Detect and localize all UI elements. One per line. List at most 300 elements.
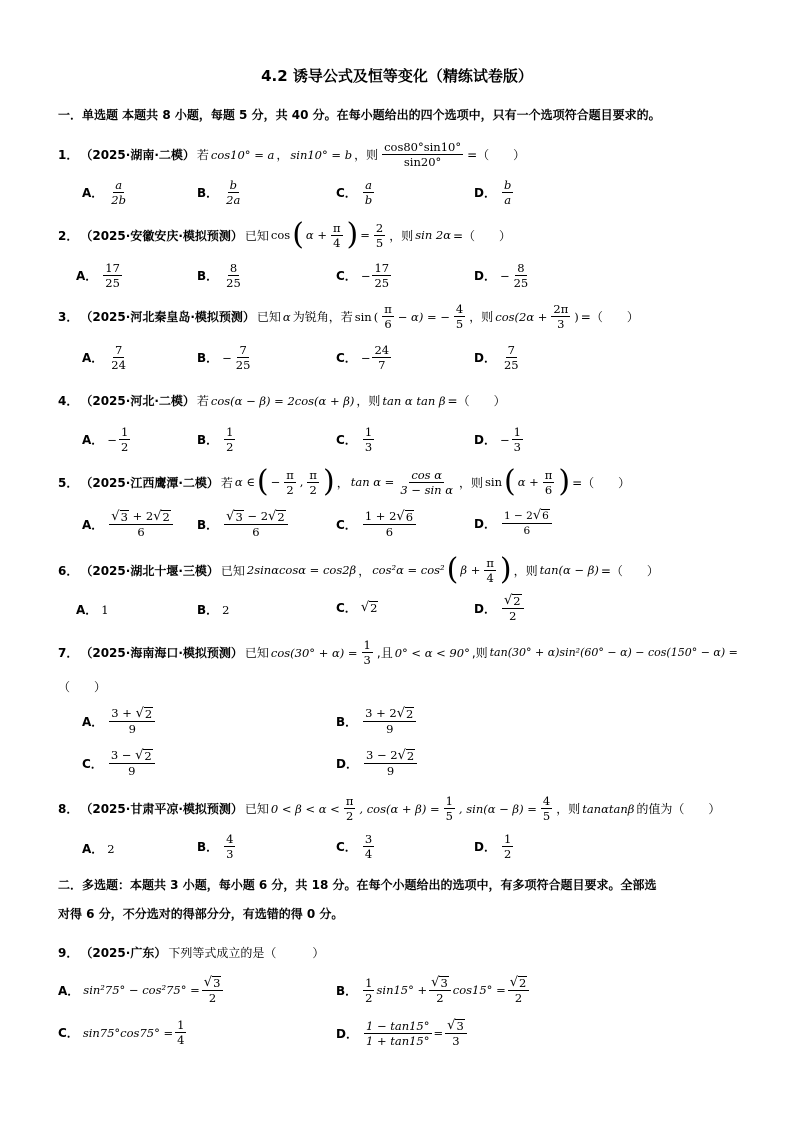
section-multiple-choice-header xyxy=(58,877,748,923)
math: 2sinαcosα = cos2β xyxy=(246,563,357,577)
numerator: cos α xyxy=(411,467,442,482)
numerator: 4 xyxy=(455,302,464,316)
denominator: 6 xyxy=(385,525,394,539)
option-letter: A． xyxy=(82,433,104,447)
numerator: 1 xyxy=(120,425,129,439)
numerator xyxy=(364,748,417,764)
numerator xyxy=(502,509,552,524)
radicand: 2 xyxy=(277,510,285,524)
denominator: b xyxy=(364,193,373,207)
denominator: 2 xyxy=(309,482,317,497)
option-letter: C． xyxy=(336,433,357,447)
paren: ) xyxy=(322,464,335,499)
fraction xyxy=(175,1018,186,1047)
denominator: 9 xyxy=(128,764,136,778)
paren: ( xyxy=(504,464,516,499)
math: − xyxy=(270,475,281,489)
sign: − xyxy=(222,350,232,365)
question-5-options xyxy=(0,509,794,545)
radicand: 2 xyxy=(162,510,170,524)
option-letter: C． xyxy=(336,601,357,615)
question-9 xyxy=(58,944,324,961)
denominator: 5 xyxy=(375,235,384,250)
text: 为锐角，若 xyxy=(292,310,353,324)
numerator xyxy=(363,706,416,722)
option-letter: C． xyxy=(336,351,357,365)
question-6 xyxy=(58,552,659,587)
option-letter: B． xyxy=(197,186,219,200)
option-d xyxy=(474,261,532,290)
option-letter: B． xyxy=(336,983,358,998)
option-c xyxy=(336,832,376,861)
denominator: 6 xyxy=(252,525,260,539)
math: tanαtanβ xyxy=(582,801,635,816)
denominator: 3 xyxy=(364,440,373,454)
term: − 2 xyxy=(243,509,269,523)
text: ，则 xyxy=(389,228,414,243)
option-d xyxy=(474,425,525,454)
sign: − xyxy=(107,432,117,447)
question-6-options xyxy=(0,593,794,627)
option-letter: A． xyxy=(82,351,104,365)
math: sin xyxy=(354,309,372,324)
denominator: 9 xyxy=(386,722,394,736)
value: 1 xyxy=(101,602,109,617)
math: ) xyxy=(574,309,579,324)
question-source: （2025·湖南·二模） xyxy=(80,148,195,162)
question-source: （2025·安徽安庆·模拟预测） xyxy=(80,228,243,243)
numerator: 24 xyxy=(374,343,390,357)
text: 若 xyxy=(196,394,209,408)
option-letter: D． xyxy=(474,269,496,283)
numerator xyxy=(109,706,155,722)
option-d xyxy=(474,343,523,372)
numerator: 8 xyxy=(229,261,238,275)
sign: − xyxy=(360,268,371,283)
sqrt: √ 3 xyxy=(111,509,128,524)
text: ， xyxy=(276,148,289,162)
sqrt: √ 2 xyxy=(397,748,415,763)
fraction xyxy=(307,468,319,497)
text: 若 xyxy=(220,475,233,490)
option-a xyxy=(82,178,130,207)
denominator: 2 xyxy=(436,991,444,1005)
denominator: 3 xyxy=(452,1034,460,1048)
sqrt: √ 2 xyxy=(135,706,153,721)
denominator: 4 xyxy=(177,1033,185,1047)
fraction xyxy=(551,302,570,331)
denominator: 2 xyxy=(120,440,129,454)
numerator: 2π xyxy=(553,302,569,316)
fraction xyxy=(429,975,451,1005)
math: sin75°cos75° = xyxy=(82,1025,174,1040)
question-number: 6． xyxy=(58,563,79,578)
question-source: （2025·海南海口·模拟预测） xyxy=(80,646,243,660)
option-letter: B． xyxy=(197,269,219,283)
sign: − xyxy=(499,268,510,283)
text: 若 xyxy=(196,148,209,162)
question-8 xyxy=(58,794,720,823)
fraction xyxy=(224,425,235,454)
denominator: 2 xyxy=(286,482,294,497)
question-3-options xyxy=(0,343,794,377)
numerator xyxy=(429,975,451,991)
question-number: 7． xyxy=(58,646,79,660)
option-letter: C． xyxy=(336,517,357,532)
option-d xyxy=(336,748,419,778)
denominator: 25 xyxy=(503,358,519,372)
numerator xyxy=(508,975,530,991)
question-4-options xyxy=(0,425,794,459)
numerator: π xyxy=(384,302,392,316)
fraction xyxy=(512,261,531,290)
numerator: 8 xyxy=(517,261,525,275)
fraction xyxy=(502,832,513,861)
sqrt: √ 2 xyxy=(268,509,285,524)
fraction xyxy=(363,425,374,454)
numerator: a xyxy=(365,178,372,192)
numerator: 1 xyxy=(177,1018,185,1032)
fraction xyxy=(363,706,416,736)
denominator: 2 xyxy=(365,990,373,1005)
option-letter: D． xyxy=(474,433,496,447)
paren: ) xyxy=(499,552,512,587)
fraction xyxy=(374,221,385,250)
fraction xyxy=(363,832,374,861)
numerator xyxy=(109,748,155,764)
question-7 xyxy=(58,638,738,667)
option-letter: C． xyxy=(336,269,357,283)
fraction xyxy=(372,343,391,372)
numerator: 7 xyxy=(507,343,515,357)
math: 0 < β < α < xyxy=(270,801,340,816)
fraction xyxy=(224,178,242,207)
question-number: 4． xyxy=(58,394,79,408)
text: ， xyxy=(358,563,371,578)
section-single-choice-header: 一．单选题 本题共 8 小题，每题 5 分，共 40 分。在每小题给出的四个选项中，只有一个选项符合题目要求的。 xyxy=(58,108,661,122)
math: β + xyxy=(460,563,481,577)
question-number: 9． xyxy=(58,946,79,960)
option-a xyxy=(82,425,132,454)
text: ，则 xyxy=(354,148,379,162)
math: sin 2α xyxy=(415,228,451,242)
denominator: 3 xyxy=(557,317,565,331)
option-b xyxy=(197,261,245,290)
fraction xyxy=(543,468,555,497)
option-letter: B． xyxy=(197,517,219,532)
denominator: 6 xyxy=(137,525,145,539)
denominator: 25 xyxy=(226,276,241,290)
denominator: 2b xyxy=(111,193,126,207)
sign: − xyxy=(499,432,510,447)
denominator: 2 xyxy=(503,847,512,861)
question-1-options xyxy=(0,178,794,212)
sqrt: √ 6 xyxy=(396,509,414,524)
sqrt: √ 2 xyxy=(509,975,527,990)
question-source: （2025·湖北十堰·三模） xyxy=(80,563,219,578)
math: sin²75° − cos²75° = xyxy=(83,983,200,997)
numerator: 2 xyxy=(375,220,384,235)
math: cos(α − β) = 2cos(α + β) xyxy=(210,393,355,408)
numerator: b xyxy=(503,178,512,192)
radicand: 6 xyxy=(542,510,549,522)
denominator: 3 xyxy=(226,847,234,861)
denominator: 2a xyxy=(226,193,241,207)
radicand: 6 xyxy=(405,510,414,524)
radicand: 2 xyxy=(513,594,521,608)
option-a xyxy=(82,343,130,372)
fraction xyxy=(331,221,343,250)
option-b xyxy=(197,601,229,618)
term: 3 − 2 xyxy=(365,748,398,762)
math: 0° < α < 90° xyxy=(394,645,470,660)
paren: ( xyxy=(292,217,304,252)
numerator: 1 xyxy=(513,425,521,439)
condition: sin10° = b xyxy=(290,147,353,162)
option-letter: C． xyxy=(336,840,357,854)
fraction xyxy=(119,425,130,454)
question-8-options xyxy=(0,832,794,866)
option-letter: A． xyxy=(82,842,104,856)
option-b xyxy=(197,178,244,207)
term: 3 + xyxy=(111,706,136,720)
fraction xyxy=(363,178,374,207)
sqrt: √ 6 xyxy=(532,508,549,523)
condition: cos10° = a xyxy=(210,147,275,162)
text: ，则 xyxy=(356,394,381,408)
denominator: 9 xyxy=(386,764,395,778)
option-b xyxy=(197,425,237,454)
option-letter: A． xyxy=(82,517,104,532)
denominator: 9 xyxy=(128,722,136,736)
term: 3 + 2 xyxy=(365,706,397,720)
fraction xyxy=(454,302,465,331)
numerator: 7 xyxy=(114,343,123,357)
numerator: 1 xyxy=(503,832,512,846)
question-number: 5． xyxy=(58,475,79,490)
option-letter: A． xyxy=(58,983,80,998)
denominator: 5 xyxy=(455,317,464,331)
option-b xyxy=(336,975,531,1005)
fraction xyxy=(445,1018,467,1048)
denominator: 6 xyxy=(544,482,553,497)
sqrt: √ 2 xyxy=(503,593,521,608)
numerator: 1 xyxy=(226,425,234,439)
paren: ) xyxy=(558,464,571,499)
question-5 xyxy=(58,464,631,499)
radicand: 2 xyxy=(406,749,415,763)
fraction xyxy=(109,343,128,372)
text: 已知 xyxy=(244,646,269,660)
radicand: 2 xyxy=(406,707,414,721)
question-3 xyxy=(58,302,639,331)
denominator: 25 xyxy=(374,276,390,290)
math: tan(30° + α)sin²(60° − α) − cos(150° − α) = xyxy=(489,646,738,659)
text: 已知 xyxy=(244,228,269,243)
fraction xyxy=(362,638,373,667)
fraction xyxy=(103,261,122,290)
option-letter: D． xyxy=(474,840,496,854)
fraction xyxy=(372,261,391,290)
fraction xyxy=(382,302,394,331)
radicand: 2 xyxy=(144,749,152,763)
denominator: 5 xyxy=(542,809,551,823)
denominator: sin20° xyxy=(403,155,442,169)
fraction xyxy=(109,706,155,736)
option-letter: A． xyxy=(76,269,98,283)
option-letter: A． xyxy=(76,603,98,617)
text: ，则 xyxy=(469,310,494,324)
text: ,则 xyxy=(471,646,488,660)
option-letter: A． xyxy=(82,186,104,200)
math: cos(2α + xyxy=(495,309,548,324)
option-letter: C． xyxy=(82,756,103,771)
sqrt: √ 2 xyxy=(153,509,170,524)
fraction xyxy=(109,178,128,207)
text: 的值为（ ） xyxy=(636,802,721,816)
denominator: a xyxy=(504,193,512,207)
numerator: 17 xyxy=(105,261,120,275)
question-number: 8． xyxy=(58,802,79,816)
option-letter: A． xyxy=(82,714,104,729)
question-9-options-row1 xyxy=(0,975,794,1011)
numerator: 1 xyxy=(363,638,371,652)
numerator: cos80°sin10° xyxy=(384,140,462,154)
question-source: （2025·河北·二模） xyxy=(80,394,195,408)
question-number: 3． xyxy=(58,310,79,324)
math: , xyxy=(299,475,304,489)
math: = xyxy=(360,228,370,242)
paren: ) xyxy=(346,217,359,252)
question-7-options-row2 xyxy=(0,748,794,782)
fraction xyxy=(224,261,243,290)
numerator xyxy=(109,509,173,525)
fraction xyxy=(541,794,552,823)
option-c xyxy=(82,748,157,778)
denominator: 25 xyxy=(513,276,529,290)
math: − α) = − xyxy=(397,309,450,324)
math: α + xyxy=(517,475,539,489)
question-7-options-row1 xyxy=(0,706,794,740)
term: 1 − 2 xyxy=(503,510,533,522)
fraction xyxy=(512,425,523,454)
answer-blank: =（ ） xyxy=(600,563,659,578)
text: 下列等式成立的是（ ） xyxy=(168,946,325,960)
text: 已知 xyxy=(220,563,245,578)
option-b xyxy=(197,343,254,372)
numerator: 1 − tan15° xyxy=(365,1018,430,1033)
question-number: 1． xyxy=(58,148,79,162)
math: cos xyxy=(270,228,291,242)
option-letter: B． xyxy=(336,714,358,729)
sqrt: √ 2 xyxy=(396,706,414,721)
option-c xyxy=(336,599,378,616)
numerator: π xyxy=(345,794,354,808)
denominator: 2 xyxy=(345,809,354,823)
question-2 xyxy=(58,217,512,252)
text: 已知 xyxy=(244,802,269,816)
sqrt: √ 3 xyxy=(447,1018,464,1033)
radicand: 3 xyxy=(120,510,128,524)
option-d xyxy=(474,509,554,538)
numerator: a xyxy=(115,178,123,192)
value: 2 xyxy=(107,841,115,856)
fraction xyxy=(364,748,417,778)
option-d xyxy=(474,832,515,861)
option-letter: D． xyxy=(474,601,496,616)
text: ， xyxy=(336,475,349,490)
math: , cos(α + β) = xyxy=(359,801,440,816)
denominator: 3 xyxy=(513,440,521,454)
answer-blank: =（ ） xyxy=(452,228,512,243)
math: cos(30° + α) = xyxy=(270,645,358,660)
option-c xyxy=(336,178,376,207)
numerator: b xyxy=(229,178,237,192)
option-letter: D． xyxy=(474,186,496,200)
math: α ∈ xyxy=(234,475,255,489)
option-b xyxy=(197,509,290,539)
denominator: 6 xyxy=(384,317,392,331)
sqrt: √ 3 xyxy=(203,975,221,990)
answer-blank: =（ ） xyxy=(447,394,506,408)
fraction xyxy=(382,140,463,169)
numerator xyxy=(363,509,416,525)
term: + 2 xyxy=(128,509,154,523)
option-letter: D． xyxy=(474,351,496,365)
denominator: 2 xyxy=(226,440,234,454)
numerator: 4 xyxy=(226,832,234,846)
radicand: 3 xyxy=(456,1019,464,1033)
numerator: 17 xyxy=(374,261,390,275)
fraction xyxy=(502,509,552,538)
radicand: 3 xyxy=(440,976,448,990)
math: = xyxy=(433,1026,444,1040)
fraction xyxy=(444,794,455,823)
numerator: π xyxy=(286,467,294,482)
option-d xyxy=(474,178,515,207)
option-letter: B． xyxy=(197,603,219,617)
option-letter: B． xyxy=(197,351,219,365)
numerator xyxy=(224,509,288,525)
sign: − xyxy=(360,350,371,365)
fraction xyxy=(363,976,374,1005)
math: sin xyxy=(485,475,503,489)
denominator: 6 xyxy=(523,525,531,537)
fraction xyxy=(284,468,296,497)
denominator: 3 xyxy=(363,653,371,667)
question-1 xyxy=(58,140,525,169)
numerator xyxy=(202,975,224,991)
option-a xyxy=(76,261,124,290)
math: cos15° = xyxy=(452,983,506,997)
numerator: 1 xyxy=(364,425,373,439)
value: 2 xyxy=(222,602,230,617)
section-text-line: 二．多选题：本题共 3 小题，每小题 6 分，共 18 分。在每个小题给出的选项中，有多项符合题目要求。全部选 xyxy=(58,878,657,892)
option-letter: D． xyxy=(336,756,358,771)
question-source: （2025·江西鹰潭·二模） xyxy=(80,475,219,490)
fraction xyxy=(502,343,521,372)
option-c xyxy=(336,509,418,539)
radicand: 2 xyxy=(370,600,378,615)
denominator: 4 xyxy=(364,847,373,861)
option-letter: C． xyxy=(58,1026,79,1040)
option-letter: D． xyxy=(336,1026,358,1041)
option-a xyxy=(82,706,157,736)
option-c xyxy=(336,261,393,290)
denominator: 3 − sin α xyxy=(400,482,453,497)
math: α xyxy=(282,309,291,324)
radicand: 2 xyxy=(519,976,527,990)
